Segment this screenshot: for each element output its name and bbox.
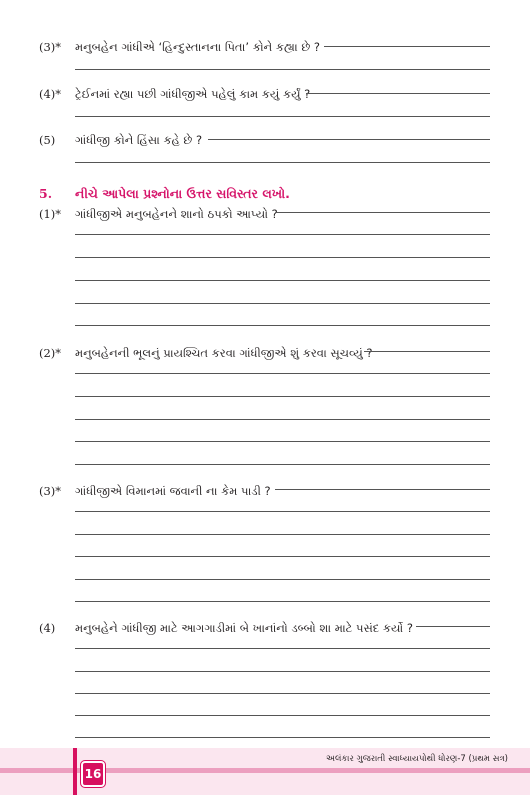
question-text: મનુબહેને ગાંધીજી માટે આગગાડીમાં બે ખાનાંનો ડબ્બો શા માટે પસંદ કર્યો ? — [75, 621, 413, 635]
question-number: (3)* — [39, 40, 62, 54]
answer-line — [75, 511, 490, 512]
answer-line — [75, 737, 490, 738]
answer-line — [75, 162, 490, 163]
question-text: ગાંધીજીએ વિમાનમાં જવાની ના કેમ પાડી ? — [75, 484, 271, 498]
answer-line — [75, 116, 490, 117]
answer-line — [75, 441, 490, 442]
footer-vertical-bar — [73, 748, 77, 795]
answer-line — [75, 464, 490, 465]
question-number: (4) — [39, 621, 56, 635]
answer-line — [75, 303, 490, 304]
question-text: ગાંધીજી કોને હિંસા કહે છે ? — [75, 133, 203, 147]
question-text: ગાંધીજીએ મનુબહેનને શાનો ઠપકો આપ્યો ? — [75, 207, 278, 221]
question-text: ટ્રેઈનમાં રહ્યા પછી ગાંધીજીએ પહેલું કામ કયું કર્યું ? — [75, 87, 311, 101]
answer-line — [75, 396, 490, 397]
answer-line — [75, 69, 490, 70]
answer-line — [75, 373, 490, 374]
question-number: (4)* — [39, 87, 62, 101]
question-text: મનુબહેનની ભૂલનું પ્રાયશ્ચિત કરવા ગાંધીજીએ શું કરવા સૂચવ્યું ? — [75, 346, 373, 360]
answer-line — [75, 325, 490, 326]
answer-line — [75, 257, 490, 258]
answer-line — [75, 419, 490, 420]
answer-line — [275, 489, 490, 490]
footer-stripe — [0, 768, 530, 773]
answer-line — [75, 534, 490, 535]
page-number: 16 — [81, 761, 105, 787]
book-title: અલંકાર ગુજરાતી સ્વાધ્યાયપોથી ધોરણ-7 (પ્રથમ સત્ર) — [325, 754, 508, 764]
question-number: (1)* — [39, 207, 62, 221]
answer-line — [276, 212, 490, 213]
answer-line — [324, 46, 490, 47]
question-number: (2)* — [39, 346, 62, 360]
answer-line — [75, 693, 490, 694]
answer-line — [208, 139, 490, 140]
answer-line — [75, 280, 490, 281]
question-number: (5) — [39, 133, 56, 147]
section-title: નીચે આપેલા પ્રશ્નોના ઉત્તર સવિસ્તર લખો. — [75, 186, 290, 201]
answer-line — [364, 351, 490, 352]
answer-line — [416, 626, 490, 627]
answer-line — [75, 715, 490, 716]
answer-line — [75, 648, 490, 649]
answer-line — [75, 579, 490, 580]
section-number: 5. — [39, 186, 53, 201]
answer-line — [75, 671, 490, 672]
answer-line — [75, 601, 490, 602]
question-text: મનુબહેન ગાંધીએ ‘હિન્દુસ્તાનના પિતા’ કોને કહ્યા છે ? — [75, 40, 320, 54]
answer-line — [75, 234, 490, 235]
answer-line — [306, 93, 490, 94]
question-number: (3)* — [39, 484, 62, 498]
answer-line — [75, 556, 490, 557]
